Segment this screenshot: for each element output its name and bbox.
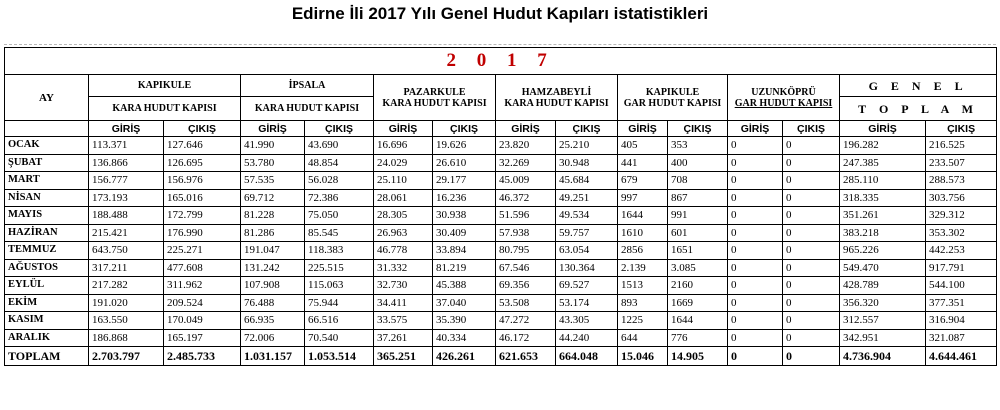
value-cell: 0 — [728, 312, 783, 330]
value-cell: 893 — [618, 294, 668, 312]
value-cell: 85.545 — [305, 224, 374, 242]
value-cell: 19.626 — [433, 137, 496, 155]
value-cell: 75.050 — [305, 207, 374, 225]
value-cell: 49.534 — [556, 207, 618, 225]
value-cell: 24.029 — [374, 154, 433, 172]
value-cell: 1651 — [668, 242, 728, 260]
value-cell: 0 — [783, 259, 840, 277]
value-cell: 997 — [618, 189, 668, 207]
table-row — [5, 154, 997, 172]
border-gate-statistics-table — [4, 47, 997, 366]
value-cell: 0 — [783, 207, 840, 225]
value-cell: 57.938 — [496, 224, 556, 242]
value-cell: 165.016 — [164, 189, 241, 207]
value-cell: 43.690 — [305, 137, 374, 155]
gate-type-kapikule: KARA HUDUT KAPISI — [89, 97, 241, 121]
value-cell: 40.334 — [433, 329, 496, 347]
cikis-header: ÇIKIŞ — [305, 121, 374, 137]
value-cell: 477.608 — [164, 259, 241, 277]
gate-header-pazarkule — [374, 75, 496, 121]
value-cell: 0 — [783, 172, 840, 190]
gate-name-ipsala: İPSALA — [241, 75, 374, 97]
value-cell: 23.820 — [496, 137, 556, 155]
value-cell: 37.040 — [433, 294, 496, 312]
value-cell: 26.963 — [374, 224, 433, 242]
value-cell: 25.110 — [374, 172, 433, 190]
gate-name-hamzabeyli: HAMZABEYLİ — [521, 86, 592, 98]
value-cell: 441 — [618, 154, 668, 172]
value-cell: 66.516 — [305, 312, 374, 330]
giris-header: GİRİŞ — [496, 121, 556, 137]
table-row — [5, 329, 997, 347]
value-cell: 16.236 — [433, 189, 496, 207]
value-cell: 400 — [668, 154, 728, 172]
cikis-header: ÇIKIŞ — [783, 121, 840, 137]
value-cell: 81.219 — [433, 259, 496, 277]
value-cell: 32.730 — [374, 277, 433, 295]
value-cell: 356.320 — [840, 294, 926, 312]
value-cell: 0 — [728, 329, 783, 347]
value-cell: 26.610 — [433, 154, 496, 172]
value-cell: 69.712 — [241, 189, 305, 207]
value-cell: 4.644.461 — [926, 347, 997, 366]
value-cell: 29.177 — [433, 172, 496, 190]
value-cell: 72.386 — [305, 189, 374, 207]
cikis-header: ÇIKIŞ — [164, 121, 241, 137]
value-cell: 81.286 — [241, 224, 305, 242]
value-cell: 285.110 — [840, 172, 926, 190]
value-cell: 442.253 — [926, 242, 997, 260]
value-cell: 45.009 — [496, 172, 556, 190]
value-cell: 37.261 — [374, 329, 433, 347]
value-cell: 1.031.157 — [241, 347, 305, 366]
value-cell: 59.757 — [556, 224, 618, 242]
month-label: OCAK — [5, 137, 89, 155]
value-cell: 170.049 — [164, 312, 241, 330]
month-label: ŞUBAT — [5, 154, 89, 172]
value-cell: 0 — [783, 347, 840, 366]
empty-header-cell — [5, 121, 89, 137]
value-cell: 965.226 — [840, 242, 926, 260]
value-cell: 46.778 — [374, 242, 433, 260]
gate-name-uzunkopru: UZUNKÖPRÜ — [751, 86, 816, 98]
value-cell: 45.684 — [556, 172, 618, 190]
value-cell: 126.695 — [164, 154, 241, 172]
giris-header: GİRİŞ — [89, 121, 164, 137]
value-cell: 1644 — [668, 312, 728, 330]
value-cell: 0 — [728, 242, 783, 260]
month-label: EKİM — [5, 294, 89, 312]
value-cell: 0 — [728, 294, 783, 312]
value-cell: 46.372 — [496, 189, 556, 207]
value-cell: 428.789 — [840, 277, 926, 295]
value-cell: 196.282 — [840, 137, 926, 155]
value-cell: 3.085 — [668, 259, 728, 277]
value-cell: 70.540 — [305, 329, 374, 347]
value-cell: 28.305 — [374, 207, 433, 225]
value-cell: 1225 — [618, 312, 668, 330]
table-row — [5, 172, 997, 190]
value-cell: 53.174 — [556, 294, 618, 312]
gate-type-hamzabeyli: KARA HUDUT KAPISI — [504, 97, 609, 109]
table-row — [5, 224, 997, 242]
value-cell: 113.371 — [89, 137, 164, 155]
value-cell: 163.550 — [89, 312, 164, 330]
toplam-header: T O P L A M — [840, 97, 997, 121]
value-cell: 156.777 — [89, 172, 164, 190]
value-cell: 318.335 — [840, 189, 926, 207]
table-row — [5, 207, 997, 225]
gate-name-kapikule: KAPIKULE — [89, 75, 241, 97]
value-cell: 0 — [783, 277, 840, 295]
value-cell: 49.251 — [556, 189, 618, 207]
value-cell: 601 — [668, 224, 728, 242]
value-cell: 2.703.797 — [89, 347, 164, 366]
value-cell: 867 — [668, 189, 728, 207]
value-cell: 76.488 — [241, 294, 305, 312]
month-label: TEMMUZ — [5, 242, 89, 260]
value-cell: 0 — [728, 259, 783, 277]
giris-header: GİRİŞ — [840, 121, 926, 137]
value-cell: 47.272 — [496, 312, 556, 330]
value-cell: 991 — [668, 207, 728, 225]
gate-header-uzunkopru — [728, 75, 840, 121]
value-cell: 81.228 — [241, 207, 305, 225]
value-cell: 0 — [728, 207, 783, 225]
value-cell: 0 — [728, 224, 783, 242]
value-cell: 643.750 — [89, 242, 164, 260]
value-cell: 1610 — [618, 224, 668, 242]
value-cell: 75.944 — [305, 294, 374, 312]
gate-type-kapikule-gar: GAR HUDUT KAPISI — [623, 97, 722, 109]
giris-header: GİRİŞ — [374, 121, 433, 137]
value-cell: 426.261 — [433, 347, 496, 366]
value-cell: 57.535 — [241, 172, 305, 190]
value-cell: 115.063 — [305, 277, 374, 295]
value-cell: 67.546 — [496, 259, 556, 277]
value-cell: 708 — [668, 172, 728, 190]
gate-header-hamzabeyli — [496, 75, 618, 121]
value-cell: 312.557 — [840, 312, 926, 330]
value-cell: 329.312 — [926, 207, 997, 225]
value-cell: 156.976 — [164, 172, 241, 190]
value-cell: 1669 — [668, 294, 728, 312]
month-label: HAZİRAN — [5, 224, 89, 242]
year-header: 2 0 1 7 — [5, 48, 997, 75]
value-cell: 621.653 — [496, 347, 556, 366]
value-cell: 43.305 — [556, 312, 618, 330]
value-cell: 776 — [668, 329, 728, 347]
value-cell: 0 — [728, 347, 783, 366]
cikis-header: ÇIKIŞ — [926, 121, 997, 137]
gate-header-kapikule-gar — [618, 75, 728, 121]
value-cell: 69.527 — [556, 277, 618, 295]
value-cell: 63.054 — [556, 242, 618, 260]
value-cell: 217.282 — [89, 277, 164, 295]
value-cell: 288.573 — [926, 172, 997, 190]
value-cell: 0 — [728, 154, 783, 172]
gate-name-pazarkule: PAZARKULE — [403, 86, 466, 98]
value-cell: 130.364 — [556, 259, 618, 277]
total-label: TOPLAM — [5, 347, 89, 366]
value-cell: 30.409 — [433, 224, 496, 242]
value-cell: 30.948 — [556, 154, 618, 172]
value-cell: 1513 — [618, 277, 668, 295]
value-cell: 225.515 — [305, 259, 374, 277]
value-cell: 1.053.514 — [305, 347, 374, 366]
value-cell: 0 — [728, 172, 783, 190]
value-cell: 16.696 — [374, 137, 433, 155]
value-cell: 405 — [618, 137, 668, 155]
value-cell: 34.411 — [374, 294, 433, 312]
value-cell: 25.210 — [556, 137, 618, 155]
table-row — [5, 312, 997, 330]
value-cell: 215.421 — [89, 224, 164, 242]
month-label: MAYIS — [5, 207, 89, 225]
value-cell: 69.356 — [496, 277, 556, 295]
genel-header: G E N E L — [840, 75, 997, 97]
month-label: MART — [5, 172, 89, 190]
total-row — [5, 347, 997, 366]
value-cell: 209.524 — [164, 294, 241, 312]
value-cell: 0 — [728, 137, 783, 155]
value-cell: 0 — [783, 137, 840, 155]
value-cell: 679 — [618, 172, 668, 190]
value-cell: 14.905 — [668, 347, 728, 366]
value-cell: 172.799 — [164, 207, 241, 225]
giris-header: GİRİŞ — [241, 121, 305, 137]
value-cell: 188.488 — [89, 207, 164, 225]
value-cell: 1644 — [618, 207, 668, 225]
value-cell: 191.020 — [89, 294, 164, 312]
value-cell: 2.139 — [618, 259, 668, 277]
value-cell: 0 — [783, 154, 840, 172]
value-cell: 131.242 — [241, 259, 305, 277]
table-row — [5, 259, 997, 277]
value-cell: 2160 — [668, 277, 728, 295]
value-cell: 176.990 — [164, 224, 241, 242]
gate-name-kapikule-gar: KAPIKULE — [645, 86, 700, 98]
giris-header: GİRİŞ — [618, 121, 668, 137]
value-cell: 191.047 — [241, 242, 305, 260]
value-cell: 53.780 — [241, 154, 305, 172]
value-cell: 66.935 — [241, 312, 305, 330]
value-cell: 45.388 — [433, 277, 496, 295]
value-cell: 173.193 — [89, 189, 164, 207]
value-cell: 0 — [783, 224, 840, 242]
value-cell: 544.100 — [926, 277, 997, 295]
gate-type-pazarkule: KARA HUDUT KAPISI — [382, 97, 487, 109]
value-cell: 80.795 — [496, 242, 556, 260]
value-cell: 30.938 — [433, 207, 496, 225]
value-cell: 342.951 — [840, 329, 926, 347]
value-cell: 2856 — [618, 242, 668, 260]
value-cell: 32.269 — [496, 154, 556, 172]
table-row — [5, 137, 997, 155]
value-cell: 917.791 — [926, 259, 997, 277]
month-label: ARALIK — [5, 329, 89, 347]
value-cell: 2.485.733 — [164, 347, 241, 366]
value-cell: 56.028 — [305, 172, 374, 190]
value-cell: 41.990 — [241, 137, 305, 155]
value-cell: 127.646 — [164, 137, 241, 155]
gate-type-uzunkopru: GAR HUDUT KAPISI — [734, 97, 833, 109]
value-cell: 118.383 — [305, 242, 374, 260]
value-cell: 549.470 — [840, 259, 926, 277]
value-cell: 247.385 — [840, 154, 926, 172]
value-cell: 0 — [783, 242, 840, 260]
value-cell: 353.302 — [926, 224, 997, 242]
value-cell: 0 — [783, 329, 840, 347]
value-cell: 33.575 — [374, 312, 433, 330]
value-cell: 0 — [783, 294, 840, 312]
value-cell: 44.240 — [556, 329, 618, 347]
month-label: NİSAN — [5, 189, 89, 207]
value-cell: 225.271 — [164, 242, 241, 260]
value-cell: 353 — [668, 137, 728, 155]
value-cell: 48.854 — [305, 154, 374, 172]
cikis-header: ÇIKIŞ — [556, 121, 618, 137]
value-cell: 311.962 — [164, 277, 241, 295]
value-cell: 35.390 — [433, 312, 496, 330]
value-cell: 216.525 — [926, 137, 997, 155]
gate-type-ipsala: KARA HUDUT KAPISI — [241, 97, 374, 121]
value-cell: 46.172 — [496, 329, 556, 347]
value-cell: 351.261 — [840, 207, 926, 225]
value-cell: 107.908 — [241, 277, 305, 295]
value-cell: 28.061 — [374, 189, 433, 207]
value-cell: 0 — [728, 277, 783, 295]
table-row — [5, 294, 997, 312]
month-label: EYLÜL — [5, 277, 89, 295]
cikis-header: ÇIKIŞ — [668, 121, 728, 137]
value-cell: 321.087 — [926, 329, 997, 347]
dashed-divider — [4, 44, 996, 45]
value-cell: 317.211 — [89, 259, 164, 277]
value-cell: 365.251 — [374, 347, 433, 366]
table-row — [5, 189, 997, 207]
value-cell: 0 — [783, 189, 840, 207]
value-cell: 51.596 — [496, 207, 556, 225]
value-cell: 303.756 — [926, 189, 997, 207]
month-label: KASIM — [5, 312, 89, 330]
value-cell: 0 — [783, 312, 840, 330]
value-cell: 383.218 — [840, 224, 926, 242]
table-row — [5, 277, 997, 295]
value-cell: 377.351 — [926, 294, 997, 312]
value-cell: 165.197 — [164, 329, 241, 347]
value-cell: 53.508 — [496, 294, 556, 312]
month-label: AĞUSTOS — [5, 259, 89, 277]
value-cell: 316.904 — [926, 312, 997, 330]
table-row — [5, 242, 997, 260]
value-cell: 33.894 — [433, 242, 496, 260]
value-cell: 4.736.904 — [840, 347, 926, 366]
value-cell: 31.332 — [374, 259, 433, 277]
value-cell: 186.868 — [89, 329, 164, 347]
cikis-header: ÇIKIŞ — [433, 121, 496, 137]
value-cell: 15.046 — [618, 347, 668, 366]
value-cell: 664.048 — [556, 347, 618, 366]
month-column-header: AY — [5, 75, 89, 121]
value-cell: 0 — [728, 189, 783, 207]
value-cell: 136.866 — [89, 154, 164, 172]
value-cell: 644 — [618, 329, 668, 347]
value-cell: 72.006 — [241, 329, 305, 347]
value-cell: 233.507 — [926, 154, 997, 172]
page-title: Edirne İli 2017 Yılı Genel Hudut Kapıları istatistikleri — [291, 4, 709, 23]
giris-header: GİRİŞ — [728, 121, 783, 137]
